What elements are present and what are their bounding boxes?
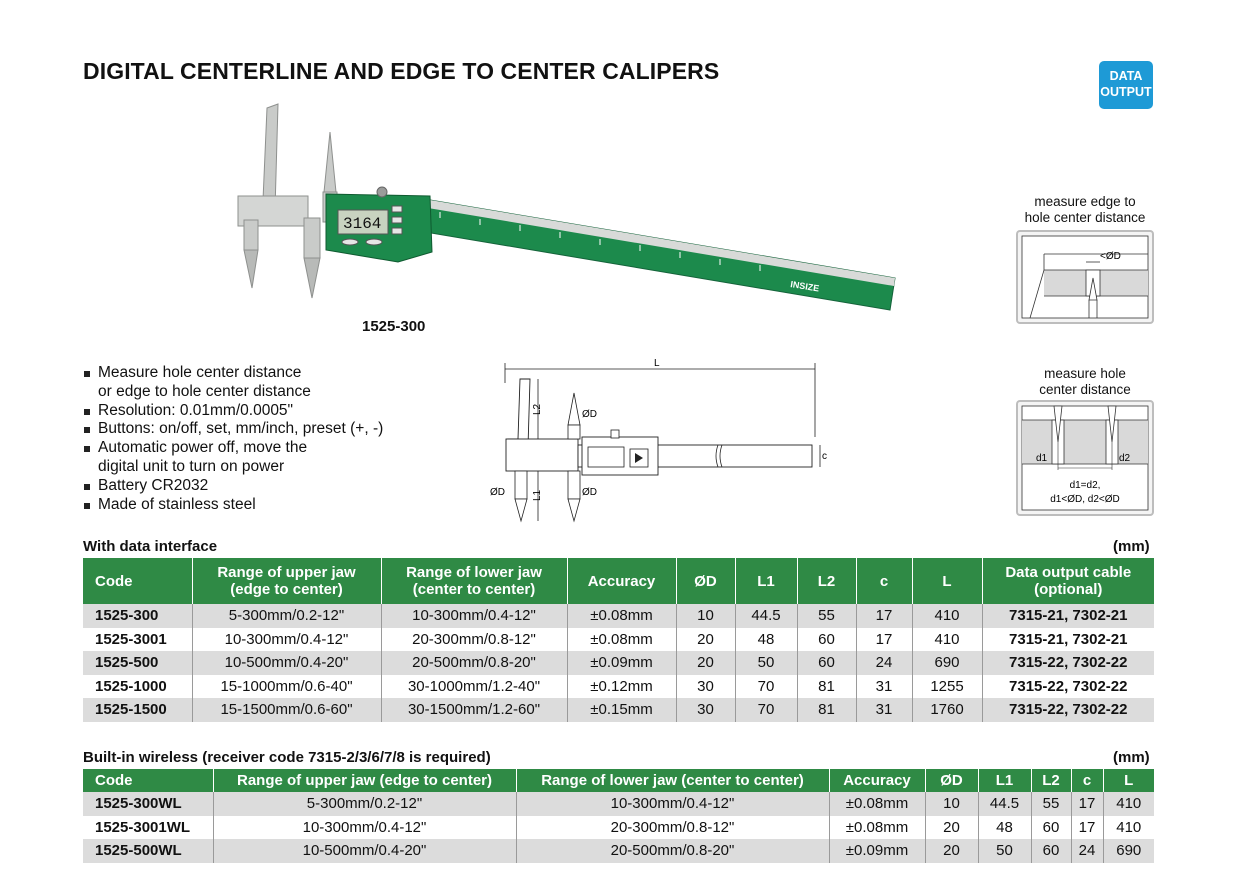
- table-cell: 7315-22, 7302-22: [982, 651, 1154, 675]
- feature-text: Resolution: 0.01mm/0.0005": [98, 401, 294, 419]
- table-cell: 690: [1103, 839, 1154, 863]
- wireless-spec-table: [83, 769, 1154, 863]
- table-cell: ±0.12mm: [567, 675, 676, 699]
- table-cell: 1525-300WL: [83, 792, 213, 816]
- dim-D-bottom-left: ØD: [490, 487, 505, 498]
- table-cell: 20-300mm/0.8-12": [516, 816, 829, 840]
- table2-title: Built-in wireless (receiver code 7315-2/3/6/7/8 is required): [83, 749, 491, 766]
- table-cell: 55: [797, 604, 856, 628]
- col-header-l1: L1: [978, 769, 1031, 792]
- col-header-code: Code: [83, 769, 213, 792]
- brand-logo-text: INSIZE: [789, 279, 820, 294]
- hole-diagram-note-2: d1<ØD, d2<ØD: [1050, 494, 1120, 505]
- dim-L2: L2: [532, 403, 543, 415]
- table-cell: 20: [925, 839, 978, 863]
- table1-unit: (mm): [1113, 538, 1150, 555]
- table-cell: 50: [978, 839, 1031, 863]
- table-cell: ±0.08mm: [829, 816, 925, 840]
- table-cell: 20: [925, 816, 978, 840]
- hole-diagram: [1016, 400, 1154, 516]
- feature-list: [83, 364, 383, 514]
- feature-text: Measure hole center distance: [98, 364, 302, 381]
- table-row: [83, 651, 1154, 675]
- page-title: DIGITAL CENTERLINE AND EDGE TO CENTER CALIPERS: [83, 58, 720, 84]
- feature-item: [83, 477, 383, 496]
- edge-caption-line-2: hole center distance: [1024, 210, 1146, 225]
- hole-diagram-d2: d2: [1119, 453, 1131, 464]
- header-text: L2: [817, 572, 836, 590]
- col-header-upper-jaw: Range of upper jaw (edge to center): [213, 769, 516, 792]
- table-cell: 20: [676, 628, 735, 652]
- data-output-badge: [1099, 61, 1153, 109]
- table-cell: 17: [856, 604, 912, 628]
- table-cell: 20: [676, 651, 735, 675]
- lcd-reading: 3164: [343, 215, 382, 233]
- table-cell: 1760: [912, 698, 982, 722]
- table-row: [83, 675, 1154, 699]
- col-header-accuracy: Accuracy: [829, 769, 925, 792]
- dim-L1: L1: [532, 489, 543, 501]
- table-cell: 10: [676, 604, 735, 628]
- table-cell: ±0.09mm: [567, 651, 676, 675]
- hole-diagram-note-1: d1=d2,: [1069, 480, 1101, 491]
- header-text: ØD: [694, 572, 717, 590]
- table-cell: 10-300mm/0.4-12": [213, 816, 516, 840]
- table-cell: 60: [797, 628, 856, 652]
- header-text: L: [942, 572, 952, 590]
- table-cell: 7315-22, 7302-22: [1009, 677, 1128, 695]
- header-text: Range of lower jaw: [406, 564, 542, 581]
- table-cell: 10-300mm/0.4-12": [381, 604, 567, 628]
- table-cell: ±0.15mm: [567, 698, 676, 722]
- caliper-product-image: [230, 100, 900, 315]
- header-text: Code: [95, 572, 133, 590]
- table-cell: ±0.08mm: [567, 604, 676, 628]
- table-cell: 10-500mm/0.4-20": [192, 651, 381, 675]
- table-cell: 60: [1031, 839, 1071, 863]
- table-cell: ±0.08mm: [567, 628, 676, 652]
- feature-text-cont: or edge to hole center distance: [98, 382, 311, 400]
- product-model-label: 1525-300: [362, 318, 426, 335]
- col-header-c: [856, 558, 912, 604]
- feature-item: [83, 496, 383, 515]
- table-cell: 1525-300: [83, 604, 192, 628]
- table-cell: ±0.08mm: [829, 792, 925, 816]
- col-header-l: [912, 558, 982, 604]
- table-cell: 24: [856, 651, 912, 675]
- table-cell: 81: [797, 675, 856, 699]
- edge-diagram-label: <ØD: [1100, 251, 1121, 262]
- table-cell: 1525-3001WL: [83, 816, 213, 840]
- edge-diagram-caption: [1005, 194, 1165, 226]
- table-cell: 10-300mm/0.4-12": [192, 628, 381, 652]
- table-row: [83, 698, 1154, 722]
- table-cell: 17: [1071, 816, 1103, 840]
- table-cell: 20-300mm/0.8-12": [381, 628, 567, 652]
- header-text: L1: [757, 572, 775, 590]
- table-cell: 1525-3001: [83, 628, 192, 652]
- table-row: [83, 839, 1154, 863]
- table-cell: 55: [1031, 792, 1071, 816]
- caliper-dimension-diagram: [482, 355, 837, 530]
- col-header-lower-jaw: [381, 558, 567, 604]
- header-text: (edge to center): [230, 581, 343, 598]
- col-header-upper-jaw: [192, 558, 381, 604]
- col-header-cable: [982, 558, 1154, 604]
- table-cell: 30: [676, 698, 735, 722]
- badge-line-1: DATA: [1109, 69, 1143, 83]
- table-cell: 20-500mm/0.8-20": [381, 651, 567, 675]
- feature-item: [83, 420, 383, 439]
- table-cell: 7315-22, 7302-22: [982, 698, 1154, 722]
- feature-item: [83, 402, 383, 421]
- table-cell: 50: [735, 651, 797, 675]
- dim-L: L: [654, 358, 660, 369]
- header-text: Range of upper jaw: [217, 564, 356, 581]
- table-cell: 30-1500mm/1.2-60": [381, 698, 567, 722]
- dim-D-bottom-right: ØD: [582, 487, 597, 498]
- header-text: (optional): [1034, 581, 1103, 598]
- table-cell: 690: [912, 651, 982, 675]
- hole-caption-line-1: measure hole: [1044, 366, 1126, 381]
- hole-caption-line-2: center distance: [1039, 382, 1131, 397]
- table-cell: 70: [735, 698, 797, 722]
- feature-text-cont: digital unit to turn on power: [98, 457, 285, 475]
- table-cell: 30: [676, 675, 735, 699]
- table-cell: 1255: [912, 675, 982, 699]
- table-cell: 1525-1500: [83, 698, 192, 722]
- col-header-code: [83, 558, 192, 604]
- table-cell: 44.5: [978, 792, 1031, 816]
- table-row: [83, 628, 1154, 652]
- table-cell: 20-500mm/0.8-20": [516, 839, 829, 863]
- table-cell: 1525-500: [83, 651, 192, 675]
- table-cell: 30-1000mm/1.2-40": [381, 675, 567, 699]
- col-header-d: ØD: [925, 769, 978, 792]
- hole-diagram-caption: [1005, 366, 1165, 398]
- edge-diagram: [1016, 230, 1154, 324]
- table-cell: 70: [735, 675, 797, 699]
- table-cell: 60: [1031, 816, 1071, 840]
- data-interface-spec-table: [83, 558, 1154, 722]
- table-row: [83, 792, 1154, 816]
- table-cell: 10-500mm/0.4-20": [213, 839, 516, 863]
- table-cell: 81: [797, 698, 856, 722]
- col-header-l: L: [1103, 769, 1154, 792]
- table-row: [83, 816, 1154, 840]
- table-cell: 410: [1103, 792, 1154, 816]
- table-cell: 60: [797, 651, 856, 675]
- col-header-l2: L2: [1031, 769, 1071, 792]
- col-header-c: c: [1071, 769, 1103, 792]
- table-cell: 31: [856, 675, 912, 699]
- badge-line-2: OUTPUT: [1100, 85, 1152, 99]
- dim-D-top: ØD: [582, 409, 597, 420]
- header-text: Data output cable: [1005, 564, 1132, 581]
- table-cell: 1525-500WL: [83, 839, 213, 863]
- feature-text: Buttons: on/off, set, mm/inch, preset (+, -): [98, 420, 384, 438]
- header-text: c: [879, 572, 889, 590]
- table-cell: 410: [912, 628, 982, 652]
- table-cell: 15-1000mm/0.6-40": [192, 675, 381, 699]
- table-cell: 10-300mm/0.4-12": [516, 792, 829, 816]
- feature-text: Made of stainless steel: [98, 495, 256, 513]
- hole-diagram-d1: d1: [1036, 453, 1048, 464]
- table-cell: 5-300mm/0.2-12": [213, 792, 516, 816]
- table-cell: 24: [1071, 839, 1103, 863]
- table-cell: 17: [1071, 792, 1103, 816]
- table-cell: 7315-21, 7302-21: [982, 604, 1154, 628]
- table1-title: With data interface: [83, 538, 218, 555]
- table2-unit: (mm): [1113, 749, 1150, 766]
- table-cell: 1525-1000: [83, 675, 192, 699]
- table-cell: 44.5: [735, 604, 797, 628]
- table-cell: 410: [912, 604, 982, 628]
- col-header-l1: [735, 558, 797, 604]
- feature-item: [83, 364, 383, 402]
- table-cell: 48: [978, 816, 1031, 840]
- feature-text: Battery CR2032: [98, 476, 209, 494]
- edge-caption-line-1: measure edge to: [1034, 194, 1136, 209]
- table-cell: ±0.09mm: [829, 839, 925, 863]
- table-cell: 48: [735, 628, 797, 652]
- feature-item: [83, 439, 383, 477]
- table-cell: 410: [1116, 818, 1142, 836]
- table-row: [83, 604, 1154, 628]
- table-cell: 15-1500mm/0.6-60": [192, 698, 381, 722]
- feature-text: Automatic power off, move the: [98, 439, 308, 457]
- table-cell: 5-300mm/0.2-12": [192, 604, 381, 628]
- table-cell: 10: [925, 792, 978, 816]
- table-cell: 7315-21, 7302-21: [1009, 630, 1128, 648]
- col-header-l2: [797, 558, 856, 604]
- col-header-lower-jaw: Range of lower jaw (center to center): [516, 769, 829, 792]
- dim-c: c: [822, 451, 827, 462]
- col-header-accuracy: [567, 558, 676, 604]
- table-cell: 31: [856, 698, 912, 722]
- header-text: (center to center): [412, 581, 536, 598]
- col-header-d: [676, 558, 735, 604]
- table-cell: 17: [856, 628, 912, 652]
- header-text: Accuracy: [587, 572, 656, 590]
